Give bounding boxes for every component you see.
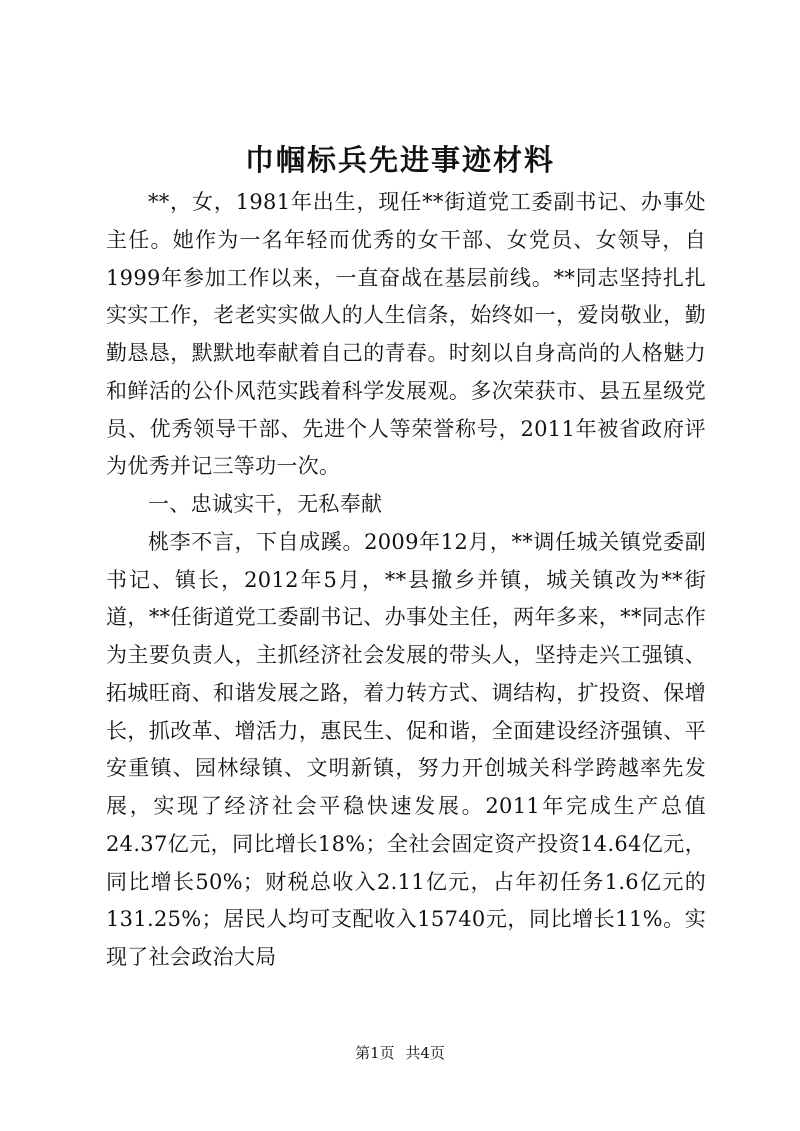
- document-body: [106, 184, 706, 977]
- page-total: 共4页: [405, 1044, 445, 1062]
- section-heading-1: 一、忠诚实干，无私奉献: [148, 492, 383, 516]
- document-title: 巾帼标兵先进事迹材料: [244, 143, 555, 177]
- paragraph-intro: **，女，1981年出生，现任**街道党工委副书记、办事处主任。她作为一名年轻而优秀的女干部、女党员、女领导，自1999年参加工作以来，一直奋战在基层前线。**同志坚持扎扎实实工作，老老实实做人的人生信条，始终如一，爱岗敬业，勤勤恳恳，默默地奉献着自己的青春。时刻以自身高尚的人格魅力和鲜活的公仆风范实践着科学发展观。多次荣获市、县五星级党员、优秀领导干部、先进个人等荣誉称号，2011年被省政府评为优秀并记三等功一次。: [106, 190, 706, 479]
- page-footer: [0, 1043, 800, 1063]
- paragraph-section-1: 桃李不言，下自成蹊。2009年12月，**调任城关镇党委副书记、镇长，2012年5月，**县撤乡并镇，城关镇改为**街道，**任街道党工委副书记、办事处主任，两年多来，**同志作为主要负责人，主抓经济社会发展的带头人，坚持走兴工强镇、拓城旺商、和谐发展之路，着力转方式、调结构，扩投资、保增长，抓改革、增活力，惠民生、促和谐，全面建设经济强镇、平安重镇、园林绿镇、文明新镇，努力开创城关科学跨越率先发展，实现了经济社会平稳快速发展。2011年完成生产总值24.37亿元，同比增长18%；全社会固定资产投资14.64亿元，同比增长50%；财税总收入2.11亿元，占年初任务1.6亿元的131.25%；居民人均可支配收入15740元，同比增长11%。实现了社会政治大局: [106, 529, 706, 969]
- page-number: 第1页: [355, 1044, 395, 1062]
